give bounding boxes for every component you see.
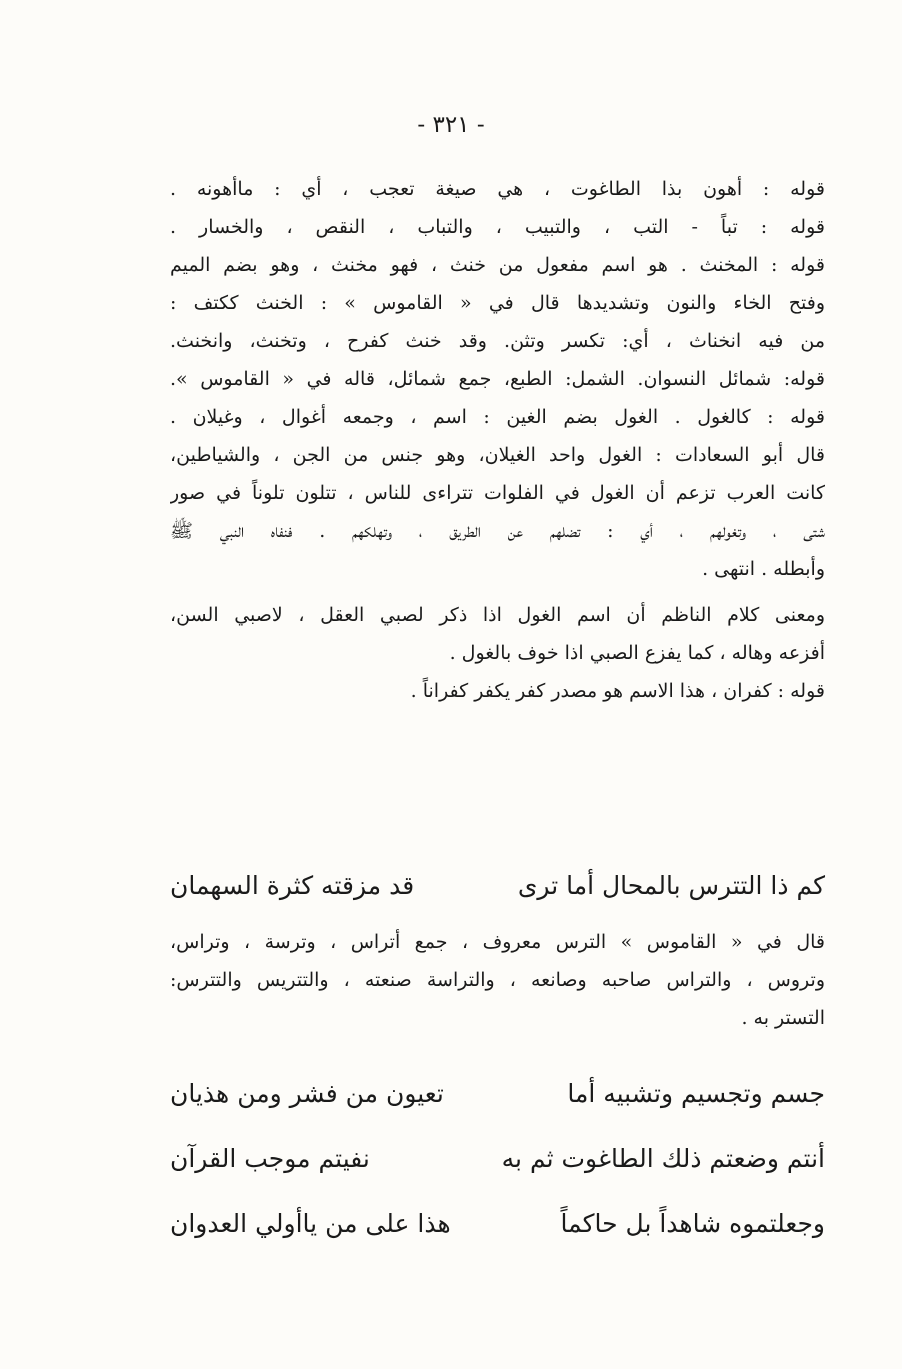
verse-line [170,857,825,915]
verse-line [170,1195,825,1253]
verse-second-hemistich: تعيون من فشر ومن هذيان [170,1079,444,1108]
commentary-line: قوله : كفران ، هذا الاسم هو مصدر كفر يكفر كفراناً . [410,680,825,702]
commentary-line: قوله : المخنث . هو اسم مفعول من خنث ، فهو مخنث ، وهو بضم الميم [170,254,825,276]
verse-first-hemistich: جسم وتجسيم وتشبيه أما [567,1079,825,1108]
verse-line [170,1130,825,1188]
commentary-line: وأبطله . انتهى . [702,558,825,580]
verse-second-hemistich: هذا على من ياأولي العدوان [170,1209,451,1238]
commentary-line: التستر به . [741,1007,825,1029]
commentary-line: قال في « القاموس » الترس معروف ، جمع أتراس ، وترسة ، وتراس، [170,931,825,953]
verse-first-hemistich: وجعلتموه شاهداً بل حاكماً [560,1209,825,1238]
commentary-line: قوله : كالغول . الغول بضم الغين : اسم ، وجمعه أغوال ، وغيلان . [170,406,825,428]
page-number: - ٣٢١ - [417,112,485,138]
commentary-line: قال أبو السعادات : الغول واحد الغيلان، وهو جنس من الجن ، والشياطين، [170,444,825,466]
commentary-block-2 [170,923,825,1037]
commentary-line: وفتح الخاء والنون وتشديدها قال في « القاموس » : الخنث ككتف : [170,292,825,314]
verse-second-hemistich: قد مزقته كثرة السهمان [170,871,415,900]
commentary-line: شتى ، وتغولهم ، أي : تضلهم عن الطريق ، وتهلكهم . فنفاه النبي ﷺ [170,520,825,542]
commentary-line: ومعنى كلام الناظم أن اسم الغول اذا ذكر لصبي العقل ، لاصبي السن، [170,604,825,626]
commentary-line: كانت العرب تزعم أن الغول في الفلوات تتراءى للناس ، تتلون تلوناً في صور [170,482,825,504]
commentary-line: قوله : تباً - التب ، والتبيب ، والتباب ، النقص ، والخسار . [170,216,825,238]
commentary-line: قوله: شمائل النسوان. الشمل: الطبع، جمع شمائل، قاله في « القاموس ». [170,368,825,390]
verse-second-hemistich: نفيتم موجب القرآن [170,1144,370,1173]
verse-first-hemistich: أنتم وضعتم ذلك الطاغوت ثم به [501,1144,825,1173]
commentary-line: أفزعه وهاله ، كما يفزع الصبي اذا خوف بالغول . [449,642,825,664]
verse-first-hemistich: كم ذا التترس بالمحال أما ترى [517,871,825,900]
verse-line [170,1065,825,1123]
commentary-line: من فيه انخناث ، أي: تكسر وتثن. وقد خنث كفرح ، وتخنث، وانخنث. [170,330,825,352]
commentary-line: وتروس ، والتراس صاحبه وصانعه ، والتراسة صنعته ، والتتريس والتترس: [170,969,825,991]
commentary-line: قوله : أهون بذا الطاغوت ، هي صيغة تعجب ، أي : ماأهونه . [170,178,825,200]
commentary-block [170,170,825,710]
